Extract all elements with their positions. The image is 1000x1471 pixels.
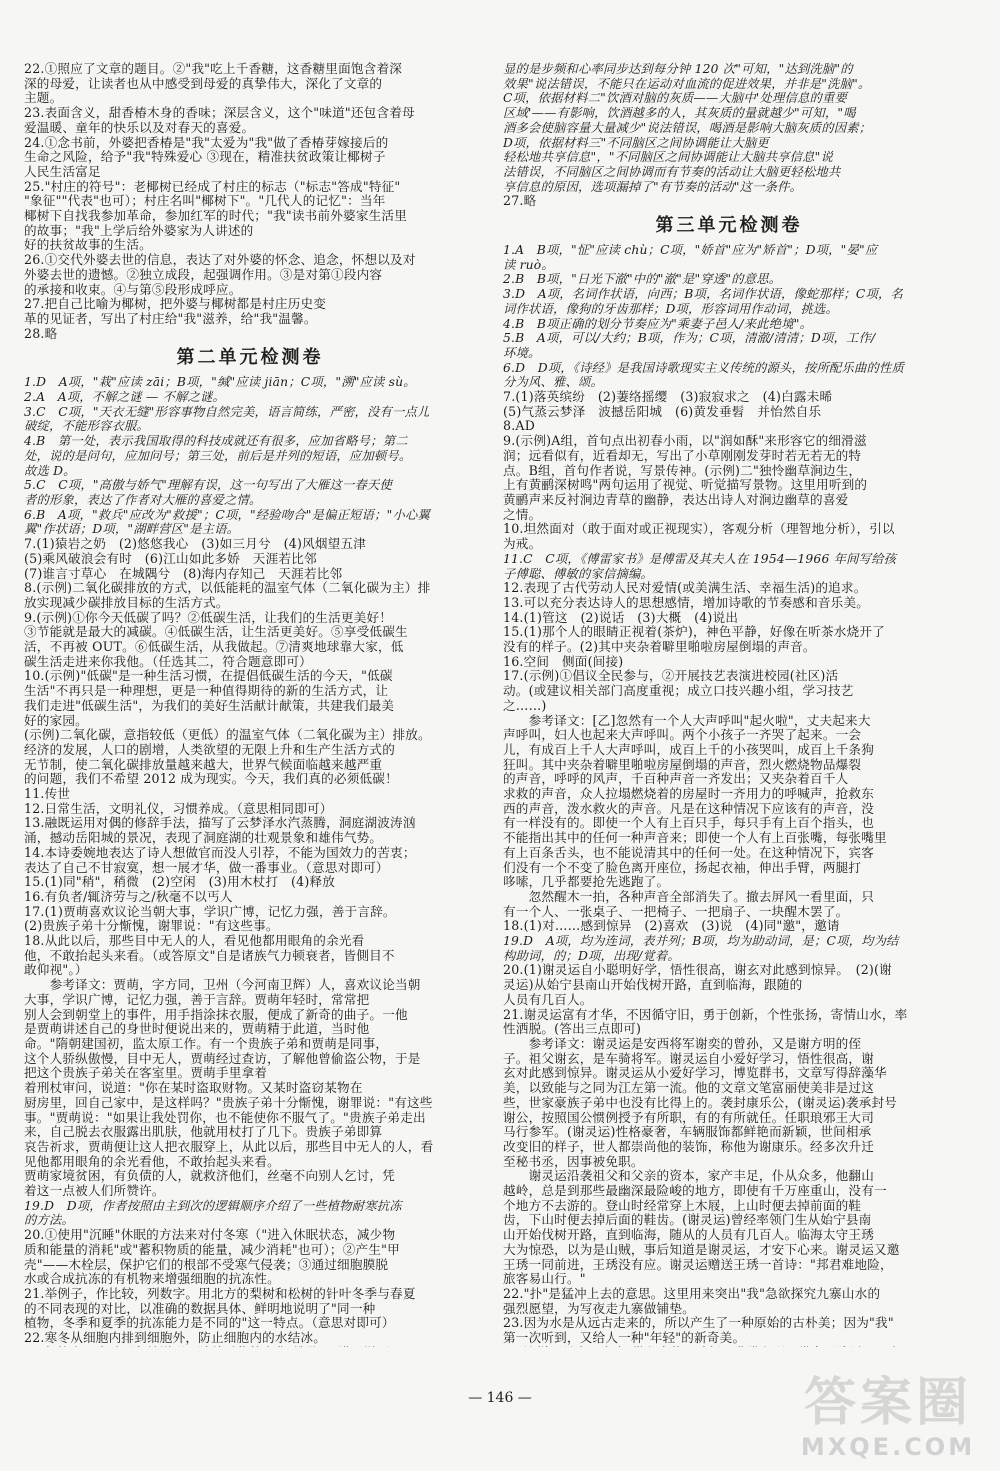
answer-line: 23.因为水是从远古走来的，所以产生了一种原始的古朴美；因为"我" (503, 1316, 894, 1331)
answer-line: 14.(1)管这 (2)说话 (3)大概 (4)说出 (503, 610, 739, 625)
answer-line: 7.(1)落英缤纷 (2)萋络摇缨 (3)寂寂求之 (4)白露未晞 (503, 390, 833, 405)
answer-line: 19.D A项，均为连词，表并列；B项，均为助动词，是；C项，均为结 (503, 934, 899, 949)
answer-line: 动。(或建议相关部门高度重视；成立口技兴趣小组，学习技艺 (503, 684, 854, 699)
answer-line: 第一次听到，又给人一种"年轻"的新奇美。 (503, 1331, 746, 1346)
answer-line: 他，不敢抬起头来看。（或答原文"自是诸族气力顿衰者，皆側目不 (24, 948, 395, 963)
answer-line: 儿，有成百上千人大声呼叫，成百上千的小孩哭叫，成百上千条狗 (503, 742, 875, 757)
answer-line: 参考译文：谢灵运是安西将军谢奕的曾孙，又是谢方明的侄 (503, 1037, 862, 1051)
answer-line: 王琇一同前进，王琇没有应。谢灵运赠送王琇一首诗："邦君难地险， (503, 1257, 893, 1272)
answer-line: 15.(1)同"稍"，稍微 (2)空闲 (3)用木杖打 (4)释放 (24, 875, 336, 890)
answer-line: 深的母爱，让读者也从中感受到母爱的真挚伟大，深化了文章的 (24, 76, 383, 91)
answer-line: 美，以致能与之同为江左第一流。他的文章文笔富丽使美非是过这 (503, 1081, 875, 1096)
answer-line: 声呼叫，妇人也起来大声呼叫。两个小孩子一齐哭了起来。一会 (503, 728, 862, 743)
answer-line: 22.①照应了文章的题目。②"我"吃上千香糖，这香糖里面饱含着深 (24, 62, 403, 76)
answer-line: 24.①念书前，外婆把香椿是"我"太爱为"我"做了香椿芽嫁接后的 (24, 135, 389, 150)
answer-line: 6.D D项，《诗经》是我国诗歌现实主义传统的源头，按所配乐曲的性质 (503, 360, 905, 375)
answer-line: 椰树下自找我参加革命，参加红军的时代；"我"读书前外婆家生活里 (24, 209, 408, 224)
answer-line: 2.B B项，"日光下澈"中的"澈"是"穿透"的意思。 (503, 272, 782, 287)
answer-line: 9.(示例)A组，首句点出初春小雨，以"润如酥"来形容它的细滑滋 (503, 434, 867, 449)
answer-line: 涌，撼动岳阳城的景况，表现了洞庭湖的壮观景象和雄伟气势。 (24, 831, 383, 846)
answer-line: 植物，冬季和夏季的抗冻能力是不同的"这一特点。（意思对即可） (24, 1316, 395, 1331)
page-number: — 146 — (468, 1390, 532, 1406)
answer-line: 12.表现了古代劳动人民对爱情(或美满生活、幸福生活)的追求。 (503, 581, 867, 596)
answer-line: 4.B B项正确的划分节奏应为"乘妻子邑人/来此绝境"。 (503, 316, 813, 331)
answer-line: 命。"隋朝建国初，监太原工作。有一个贵族子弟和贾萌是同事， (24, 1037, 389, 1051)
answer-line: 18.(1)对……感到惊异 (2)喜欢 (3)说 (4)同"邀"，邀请 (503, 919, 840, 934)
answer-line: 25."村庄的符号"：老椰树已经成了村庄的标志（"标志"答成"特征" (24, 179, 401, 194)
watermark-site: MXQE.COM (800, 1433, 976, 1461)
answer-line: 忽然醒木一拍，各种声音全部消失了。撤去屏风一看里面，只 (503, 889, 875, 904)
watermark-main: 答案圈 (803, 1373, 972, 1433)
answer-line: 上有黄鹂深树鸣"两句运用了视觉、听觉描写景物。这里用听到的 (503, 478, 868, 493)
answer-line: 碳生活走进来你我他。（任选其二，符合题意即可） (24, 654, 312, 669)
answer-line: 1.D A项，"栽"应读 zāi；B项，"缄"应读 jiān；C项，"溯"应读 sù。 (24, 375, 416, 390)
answer-line: 厨房里，回自己家中，是这样吗？"贵族子弟十分惭愧，谢罪说："有这些 (24, 1095, 433, 1110)
answer-line: 1.A B项，"怔"应读 chù；C项，"娇首"应为"矫首"；D项，"晏"应 (503, 243, 878, 258)
answer-line (24, 1346, 476, 1347)
answer-line: 灵运)从始宁县南山开始伐树开路，直到临海，跟随的 (503, 978, 803, 993)
answer-line: 有一样没有的。即使一个人有上百只手，每只手有上百个指头，也 (503, 816, 875, 831)
answer-line: 人员有几百人。 (503, 992, 593, 1007)
answer-line: 3.D A项，名词作状语，向西；B项，名词作状语，像蛇那样；C项，名 (503, 287, 904, 302)
answer-line: 子。祖父谢玄，是车骑将军。谢灵运自小爱好学习，悟性很高，谢 (503, 1051, 875, 1066)
answer-line: 21.举例子，作比较，列数字。用北方的梨树和松树的针叶冬季与春夏 (24, 1286, 416, 1301)
answer-line: 润；远看似有，近看却无，写出了小草刚刚发芽时若无若无的特 (503, 448, 862, 463)
answer-line: 参考译文：贾萌，字方同，卫州（今河南卫辉）人，喜欢议论当朝 (24, 978, 421, 993)
answer-line: 玄对此感到惊异。谢灵运从小爱好学习，博览群书，文章写得辞藻华 (503, 1066, 887, 1081)
answer-line: (示例)二氧化碳，意指较低（更低）的温室气体（二氧化碳为主）排放。 (24, 728, 431, 743)
answer-line: 的方法。 (24, 1213, 74, 1228)
answer-line: 齿，下山时便去掉后面的鞋齿。(谢灵运)曾经率领门生从始宁县南 (503, 1213, 872, 1228)
answer-line: 22."扑"是猛冲上去的意思。这里用来突出"我"急欲探究九寨山水的 (503, 1286, 881, 1301)
answer-line: 壳"——木栓层，保护它们的根部不受寒气侵袭；③通过细胞膜脱 (24, 1257, 389, 1272)
answer-line: 的问题，我们不希望 2012 成为现实。今天，我们真的必须低碳！ (24, 772, 398, 787)
answer-line: 8.(示例)二氧化碳排放的方式，以低能耗的温室气体（二氧化碳为主）排 (24, 581, 431, 596)
answer-line: 没有的样子。(2)其中夹杂着噼里啪啦房屋倒塌的声音。 (503, 640, 816, 655)
answer-line (503, 1346, 955, 1347)
answer-line: 的故事；"我"上学后给外婆家为人讲述的 (24, 223, 254, 238)
answer-line: 表达了自己不甘寂寞，想一展才华，做一番事业。（意思对即可） (24, 860, 389, 875)
answer-line: 谢灵运沿袭祖父和父亲的资本，家产丰足，仆从众多，他翻山 (503, 1169, 875, 1184)
answer-line: 个地方不去游的。登山时经常穿上木屐，上山时便去掉前面的鞋 (503, 1198, 862, 1213)
answer-line: 区域'——有影响，饮酒越多的人，其灰质的量就越少"可知，"喝 (503, 106, 856, 121)
answer-line: 质和能量的消耗"或"蓄积物质的能量，减少消耗"也可）；②产生"甲 (24, 1242, 400, 1257)
answer-line: 敢仰视"。） (24, 963, 88, 978)
answer-line: 16.空间 侧面(间接) (503, 654, 624, 669)
answer-line: 来，自己脱去衣服露出肌肤，他就用杖打了几下。贵族子弟即算 (24, 1125, 383, 1140)
answer-line: 哆嗦，几乎都要抢先逃跑了。 (503, 875, 670, 890)
answer-line: 词作状语，像狗的牙齿那样；D项，形容词用作动词，挑选。 (503, 301, 838, 316)
answer-line: 22.寒冬从细胞内排到细胞外，防止细胞内的水结冰。 (24, 1331, 327, 1346)
answer-line: 9.(示例)①你今天低碳了吗？②低碳生活，让我们的生活更美好！ (24, 610, 393, 625)
answer-line: 子傅聪、傅敏的家信摘编。 (503, 566, 653, 581)
answer-line: 20.①使用"沉睡"休眠的方法来对付冬寒（"进入休眠状态，减少物 (24, 1228, 396, 1243)
answer-line: 有上百条舌头，也不能说清其中的任何一处。在这种情况下，宾客 (503, 845, 875, 860)
answer-line: 生活"不再只是一种理想，更是一种值得期待的新的生活方式，让 (24, 684, 389, 699)
answer-line: 这个人骄纵傲慢，目中无人，贾萌经过查访，了解他曾偷盗公物，于是 (24, 1051, 421, 1066)
answer-line: 人民生活富足 (24, 164, 101, 179)
answer-line: 13.可以充分表达诗人的思想感情，增加诗歌的节奏感和音乐美。 (503, 595, 870, 610)
answer-line: 16.有负者/辄济劳与之/秋毫不以丐人 (24, 889, 233, 904)
answer-line: 18.从此以后，那些目中无人的人，看见他都用眼角的余光看 (24, 934, 365, 949)
answer-line: 着这一点被人们所赞许。 (24, 1184, 165, 1199)
right-column (503, 62, 955, 1347)
answer-line: 23.表面含义，甜香椿木身的香味；深层含义，这个"味道"还包含着母 (24, 106, 415, 121)
answer-line: 分为风、雅、颂。 (503, 375, 603, 390)
answer-line: 强烈愿望，为写夜走九寨做铺垫。 (503, 1301, 695, 1316)
answer-line: 把这个贵族子弟关在客室里。贾萌手里拿着 (24, 1066, 268, 1081)
answer-line: 环境。 (503, 345, 541, 360)
answer-line: 11.传世 (24, 787, 71, 802)
answer-line: 27.把自己比喻为椰树，把外婆与椰树都是村庄历史变 (24, 297, 327, 312)
answer-line: 6.B A项，"救兵"应改为"救援"；C项，"经验吻合"是偏正短语；"小心翼 (24, 507, 430, 522)
answer-line: (2)贵族子弟十分惭愧，谢罪说："有这些事。 (24, 919, 279, 934)
answer-line: 越岭，总是到那些最幽深最险峻的地方，即使有千万座重山，没有一 (503, 1184, 887, 1199)
answer-line: 的承接和收束。④与第⑤段形成呼应。 (24, 282, 242, 297)
answer-line: 外婆去世的遗憾。②独立成段，起强调作用。③是对第①段内容 (24, 267, 383, 282)
answer-line: 性洒脱。(答出三点即可) (503, 1022, 642, 1037)
answer-line: 黄鹂声来反衬涧边青草的幽静，表达出诗人对涧边幽草的喜爱 (503, 492, 849, 507)
answer-line: 14.本诗委婉地表达了诗人想做官而没人引荐，不能为国效力的苦衷； (24, 845, 416, 860)
answer-line: 轻松地共享信息"，"不同脑区之间协调能让大脑共享信息"说 (503, 150, 833, 165)
answer-line: 不能指出其中的任何一种声音来；即使一个人有上百张嘴，每张嘴里 (503, 831, 887, 846)
watermark-logo (790, 1373, 986, 1465)
answer-line: 酒多会使脑容量大量减少"说法错误，喝酒是影响大脑灰质的因素； (503, 120, 872, 135)
section-heading: 第二单元检测卷 (176, 347, 324, 369)
answer-line: 西的声音，泼水救火的声音。凡是在这种情况下应该有的声音，没 (503, 801, 875, 816)
answer-line: 着刑杖审问，说道："你在某时盗取财物。又某时盗窃某物在 (24, 1081, 363, 1096)
left-column (24, 62, 476, 1347)
answer-line: 无节制，使二氧化碳排放量越来越大，世界气候面临越来越严重 (24, 757, 383, 772)
answer-line: 山开始伐树开路，直到临海，随从的人员有几百人。临海太守王琇 (503, 1228, 875, 1243)
answer-line: 破绽，不能形容衣服。 (24, 419, 149, 434)
answer-line: 3.C C项，"天衣无缝"形容事物自然完美，语言简练，严密，没有一点儿 (24, 404, 430, 419)
answer-line: (5)气蒸云梦泽 波撼岳阳城 (6)黄发垂髫 并怡然自乐 (503, 404, 822, 419)
answer-line: 19.D D项，作者按照由主到次的逻辑顺序介绍了一些植物耐寒抗冻 (24, 1198, 402, 1213)
answer-line: 之情。 (503, 507, 542, 522)
answer-line: 5.B A项，可以/大约；B项，作为；C项，清澈/清清；D项，工作/ (503, 331, 876, 346)
answer-line: 放实现减少碳排放目标的生活方式。 (24, 595, 229, 610)
answer-line: 经济的发展，人口的剧增，人类欲望的无限上升和生产生活方式的 (24, 742, 396, 757)
answer-line: 26.①交代外婆去世的信息，表达了对外婆的怀念、追念，怀想以及对 (24, 253, 416, 268)
answer-line: ③节能就是最大的减碳。④低碳生活，让生活更美好。⑤享受低碳生 (24, 625, 408, 640)
answer-line: 有一个人、一张桌子、一把椅子、一把扇子、一块醒木罢了。 (503, 904, 849, 919)
answer-line: 大为惊恐，以为是山贼，事后知道是谢灵运，才安下心来。谢灵运又邀 (503, 1242, 900, 1257)
answer-line: 大事，学识广博，记忆力强，善于言辞。贾萌年轻时，常常把 (24, 992, 370, 1007)
answer-line: (5)乘风破浪会有时 (6)江山如此多娇 天涯若比邻 (24, 551, 317, 566)
answer-line: 的声音，呼呼的风声，千百种声音一齐发出；又夹杂着百千人 (503, 772, 849, 787)
answer-line: 好的扶贫故事的生活。 (24, 238, 152, 253)
answer-line: 些，世家豪族子弟中也没有比得上的。袭封康乐公，(谢灵运)袭承封号 (503, 1095, 898, 1110)
answer-line: 28.略 (24, 326, 58, 341)
answer-line: 享信息的原因，选项漏掉了"有节奏的活动"这一条件。 (503, 179, 803, 194)
answer-line: 们没有一个不变了脸色离开座位，扬起衣袖，伸出手臂，两腿打 (503, 860, 862, 875)
answer-line: "象征""代表"也可）；村庄名叫"椰树下"。"几代人的记忆"：当年 (24, 194, 386, 209)
answer-line: 旅客易山行。" (503, 1272, 586, 1287)
answer-line: 至秘书丞，因事被免职。 (503, 1154, 644, 1169)
answer-line: D项，依据材料三"不同脑区之间协调能让大脑更 (503, 135, 769, 150)
answer-line: 活，不再被 OUT。⑥低碳生活，从我做起。⑦清爽地球靠大家，低 (24, 640, 404, 655)
answer-line: 故选 D。 (24, 463, 76, 478)
answer-line: 21.谢灵运富有才华，不因循守旧，勇于创新，个性张扬，寄情山水，率 (503, 1007, 908, 1022)
answer-line: 显的是步频和心率同步达到每分钟 120 次"可知，"达到洗脑"的 (503, 62, 853, 76)
answer-line: 之……) (503, 698, 547, 713)
answer-line: 17.(1)贾萌喜欢议论当朝大事，学识广博，记忆力强，善于言辞。 (24, 904, 396, 919)
answer-line: 见他都用眼角的余光看他，不敢抬起头来看。 (24, 1154, 280, 1169)
answer-line: 是贾萌讲述自己的身世时便说出来的，贾萌精于此道，当时他 (24, 1022, 370, 1037)
answer-line: 者的形象，表达了作者对大雁的喜爱之情。 (24, 492, 262, 507)
answer-line: 处，说的是问句，应加问号；第三处，前后是并列的短语，应加顿号。 (24, 448, 412, 463)
answer-line: 狂叫。其中夹杂着噼里啪啦房屋倒塌的声音，烈火燃烧物品爆裂 (503, 757, 862, 772)
answer-line: 别人会到朝堂上的事件，用手指涂抹衣服，便成了新奇的曲子。一他 (24, 1007, 408, 1022)
answer-line: C项，依据材料二"饮酒对脑的灰质——大脑中'处理信息的重要 (503, 91, 847, 106)
answer-line: 哀告祈求，贾萌便让这人把衣服穿上，从此以后，那些目中无人的人，看 (24, 1139, 434, 1154)
answer-line: 4.B 第一处，表示我国取得的科技成就还有很多，应加省略号；第二 (24, 434, 408, 449)
answer-line: 马行参军。(谢灵运)性格豪奢，车辆服饰都鲜艳而新颖，世间相承 (503, 1125, 872, 1140)
answer-line: 读 ruò。 (503, 257, 554, 272)
answer-line: 好的家园。 (24, 713, 88, 728)
answer-line: 点。B组，首句作者说，写景传神。(示例)二"独怜幽草涧边生， (503, 463, 862, 478)
answer-line: 8.AD (503, 419, 536, 434)
answer-line: 爱温暖、童年的快乐以及对春天的喜爱。 (24, 120, 255, 135)
answer-line: 生命之风险，给予"我"特殊爱心 ③现在，精准扶贫政策让椰树子 (24, 150, 386, 165)
answer-line: 我们走进"低碳生活"，为我们的美好生活献计献策，共建我们最美 (24, 698, 395, 713)
answer-line: 15.(1)那个人的眼睛正视着(茶炉)，神色平静，好像在听茶水烧开了 (503, 625, 885, 640)
answer-line: 求救的声音，众人拉塌燃烧着的房屋时一齐用力的呼喊声，抢救东 (503, 787, 875, 802)
answer-line: 11.C C项，《傅雷家书》是傅雷及其夫人在 1954—1966 年间写给孩 (503, 551, 897, 566)
answer-line: 效果"说法错误，不能只在运动对血流的促进效果，并非是"洗脑"。 (503, 76, 871, 91)
answer-line: 事。"贾萌说："如果让我处罚你，也不能使你不服气了。"贵族子弟走出 (24, 1110, 426, 1125)
answer-line: 翼"作状语；D项，"湖畔营区"是主语。 (24, 522, 240, 537)
section-heading: 第三单元检测卷 (655, 215, 803, 237)
answer-line: 27.略 (503, 194, 537, 209)
answer-line: 参考译文：[乙]忽然有一个人大声呼叫"起火啦"，丈夫起来大 (503, 713, 871, 728)
answer-line: 17.(示例)①倡议全民参与，②开展技艺表演进校园(社区)活 (503, 669, 839, 684)
answer-line: 贾萌家境贫困，有负债的人，就救济他们，丝毫不向别人乞讨，凭 (24, 1169, 396, 1184)
answer-line: 2.A A项，不解之谜 — 不解之谜。 (24, 390, 225, 405)
answer-line: 12.日常生活，文明礼仪，习惯养成。（意思相同即可） (24, 801, 333, 816)
answer-line: 10.坦然面对（敢于面对或正视现实），客观分析（理智地分析），引以 (503, 522, 895, 537)
answer-line: 13.融既运用对偶的修辞手法，描写了云梦泽水汽蒸腾，洞庭湖波涛汹 (24, 816, 416, 831)
answer-line: 的不同表现的对比，以准确的数据具体、鲜明地说明了"同一种 (24, 1301, 376, 1316)
answer-line: 7.(1)猿岩之奶 (2)悠悠我心 (3)如三月兮 (4)风烟望五津 (24, 537, 367, 552)
answer-line: (7)谁言寸草心 在城隅兮 (8)海内存知己 天涯若比邻 (24, 566, 343, 581)
answer-line: 革的见证者，写出了村庄给"我"滋养，给"我"温馨。 (24, 311, 317, 326)
answer-line: 10.(示例)"低碳"是一种生活习惯，在提倡低碳生活的今天，"低碳 (24, 669, 393, 684)
answer-line: 构助词，的；D项，出现/覚着。 (503, 948, 680, 963)
answer-line: 改变旧的样子，世人都崇尚他的装饰，称他为谢康乐。经多次升迁 (503, 1139, 875, 1154)
answer-line: 为戒。 (503, 537, 542, 552)
answer-line: 谢公，按照国公惯例授予有所职，有的有所就任。任职琅邪王大司 (503, 1110, 875, 1125)
answer-line: 主题。 (24, 91, 63, 106)
answer-line: 法错误，不同脑区之间协调而有节奏的活动让大脑更轻松地共 (503, 164, 841, 179)
answer-line: 5.C C项，"高傲与娇气"理解有误，这一句写出了大雁这一春天使 (24, 478, 392, 493)
answer-line: 水或合成抗冻的有机物来增强细胞的抗冻性。 (24, 1272, 280, 1287)
answer-line: 20.(1)谢灵运自小聪明好学，悟性很高，谢玄对此感到惊异。 (2)(谢 (503, 963, 892, 978)
